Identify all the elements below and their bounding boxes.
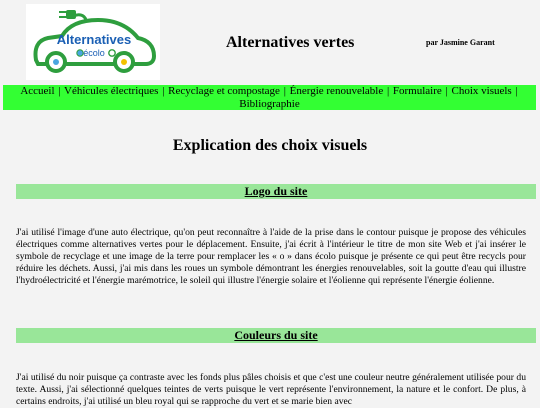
section-text-logo: J'ai utilisé l'image d'une auto électrique, qu'on peut reconnaître à l'aide de la prise dans le contour puisque je propose des véhicules électriques comme alternatives vertes pour le déplacement. Ensuite, j'ai écrit à l'intérieur le titre de mon site Web et j'ai insérer le symbole de recyclage et une image de la terre pour remplacer les « o » dans écolo puisque je présente ce qui peut être recycls pour réduire les déchets. Aussi, j'ai mis dans les roues un symbole démontrant les énergies renouvelables, soit la goutte d'eau qui illustre l'hydroélectricité et l'énergie marémotrice, le soleil qui illustre l'énergie solaire et l'éolienne qui représente l'énergie éolienne. bbox=[16, 227, 526, 286]
earth-icon bbox=[77, 50, 83, 56]
section-title-logo: Logo du site bbox=[244, 184, 308, 198]
author-credit: par Jasmine Garant bbox=[426, 38, 495, 47]
plug-icon bbox=[59, 10, 76, 19]
logo-text-line1: Alternatives bbox=[56, 32, 132, 47]
nav-separator: | bbox=[283, 85, 286, 97]
nav-separator: | bbox=[515, 85, 518, 97]
nav-link-vehicules-electriques[interactable]: Véhicules électriques bbox=[64, 85, 159, 97]
main-navigation bbox=[3, 85, 536, 110]
nav-link-bibliographie[interactable]: Bibliographie bbox=[239, 97, 300, 110]
section-title-couleurs: Couleurs du site bbox=[234, 328, 318, 342]
recycle-icon bbox=[109, 50, 115, 56]
nav-separator: | bbox=[162, 85, 165, 97]
nav-link-accueil[interactable]: Accueil bbox=[20, 85, 55, 97]
section-heading-couleurs bbox=[16, 328, 536, 343]
nav-link-energie-renouvelable[interactable]: Énergie renouvelable bbox=[289, 85, 384, 97]
nav-link-recyclage-compostage[interactable]: Recyclage et compostage bbox=[168, 85, 280, 97]
section-text-couleurs: J'ai utilisé du noir puisque ça contraste avec les fonds plus pâles choisis et que c'est une couleur neutre généralement utilisée pour du texte. Aussi, j'ai sélectionné quelques teintes de verts puisque le vert représente l'environnement, la nature et le confort. De plus, à certains endroits, j'ai utilisé un bleu royal qui se rapproche du vert et se marie bien avec bbox=[16, 372, 526, 407]
nav-separator: | bbox=[445, 85, 448, 97]
nav-separator: | bbox=[386, 85, 390, 97]
nav-separator: | bbox=[58, 85, 61, 97]
electric-car-logo-icon bbox=[26, 4, 160, 80]
page-heading: Explication des choix visuels bbox=[172, 137, 368, 154]
site-logo[interactable] bbox=[26, 4, 160, 80]
site-header bbox=[0, 0, 540, 84]
site-title: Alternatives vertes bbox=[226, 34, 355, 51]
section-heading-logo bbox=[16, 184, 536, 199]
nav-link-choix-visuels[interactable]: Choix visuels bbox=[451, 85, 512, 97]
nav-link-formulaire[interactable]: Formulaire bbox=[392, 85, 442, 97]
logo-text-line2: écolo bbox=[83, 48, 105, 58]
